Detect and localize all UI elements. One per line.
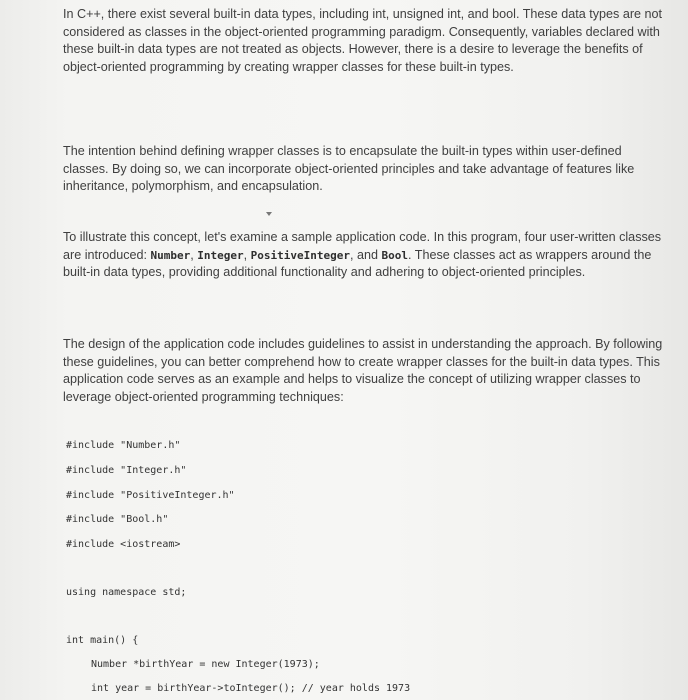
paragraph-wrapper-intention: The intention behind defining wrapper classes is to encapsulate the built-in types within user-defined classes. By doing so, we can incorporate object-oriented principles and take advantage of features like inheritance, polymorphism, and encapsulation. [63,144,635,194]
code-line-include-bool: #include "Bool.h" [66,514,169,525]
separator-text: , [243,247,251,262]
separator-text: , and [349,247,382,262]
paragraph-text: To illustrate this concept, let's examine a sample application code. In this program, four user-written classes are introduced: [63,230,662,262]
code-line-include-positive-integer: #include "PositiveInteger.h" [66,490,235,501]
paragraph-design-guidelines: The design of the application code includes guidelines to assist in understanding the approach. By following these guidelines, you can better comprehend how to create wrapper classes for the built-in data types. This application code serves as an example and helps to visualize the concept of utilizing wrapper classes to leverage object-oriented programming techniques: [63,337,663,404]
paragraph-text: . These classes act as wrappers around the built-in data types, providing additional functionality and adhering to object-oriented principles. [63,247,652,280]
class-name-positive-integer: PositiveInteger [250,248,350,262]
code-line-main: int main() { [66,635,139,646]
paragraph-sample-classes [63,229,663,282]
code-line-include-integer: #include "Integer.h" [66,465,187,476]
paragraph-intro: In C++, there exist several built-in data types, including int, unsigned int, and bool. These data types are not considered as classes in the object-oriented programming paradigm. Consequently, variables declared with these built-in data types are not treated as objects. However, there is a desire to leverage the benefits of object-oriented programming by creating wrapper classes for these built-in types. [63,7,663,74]
code-line-include-number: #include "Number.h" [66,440,181,451]
separator-text: , [190,247,198,262]
class-name-number: Number [150,248,191,262]
code-line-using-namespace: using namespace std; [66,587,187,598]
mouse-cursor-icon [266,212,272,216]
code-line-year: int year = birthYear->toInteger(); // year holds 1973 [91,683,411,694]
class-name-integer: Integer [197,248,244,262]
code-line-include-iostream: #include <iostream> [66,539,181,550]
code-line-birth-year: Number *birthYear = new Integer(1973); [91,659,320,670]
class-name-bool: Bool [381,248,408,262]
